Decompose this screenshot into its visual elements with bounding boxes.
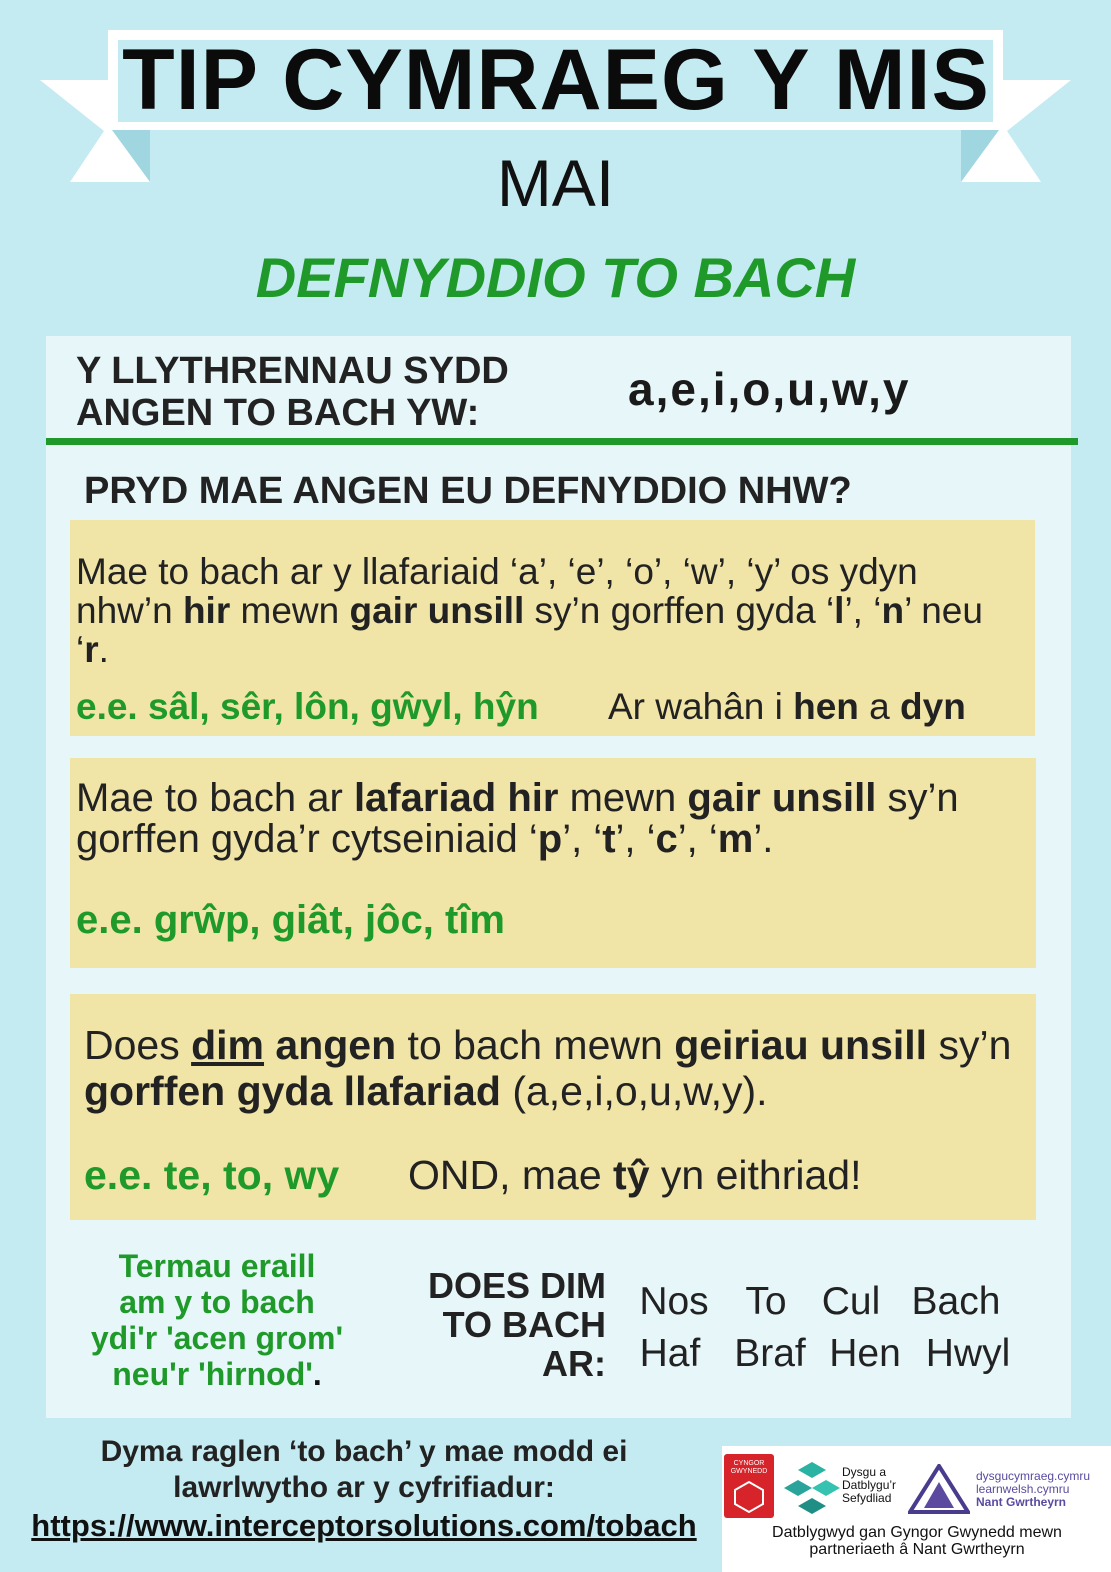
no-accent-label-line: TO BACH bbox=[442, 1304, 606, 1345]
gwynedd-logo-text: GWYNEDD bbox=[730, 1468, 768, 1475]
rule-2-bold: t bbox=[602, 817, 616, 861]
rule-1-bold: n bbox=[881, 590, 905, 631]
rule-3-bold: geiriau unsill bbox=[674, 1022, 928, 1068]
letters-value: a,e,i,o,u,w,y bbox=[628, 363, 911, 415]
other-terms-line: ydi'r 'acen grom' bbox=[90, 1320, 344, 1356]
credit-line: partneriaeth â Nant Gwrtheyrn bbox=[809, 1541, 1025, 1558]
rule-2-part: Mae to bach ar bbox=[76, 776, 354, 820]
dysgu-text-line: Datblygu’r bbox=[842, 1478, 897, 1492]
exception-text: a bbox=[858, 686, 901, 727]
rule-2-part: mewn bbox=[558, 776, 688, 820]
rule-2-bold: gair unsill bbox=[687, 776, 877, 820]
no-accent-label bbox=[404, 1266, 606, 1383]
rule-2-part: ’, ‘ bbox=[615, 817, 656, 861]
rule-3-part: (a,e,i,o,u,w,y). bbox=[500, 1068, 768, 1114]
credit-line: Datblygwyd gan Gyngor Gwynedd mewn bbox=[772, 1524, 1062, 1541]
rule-2-part: sy’n gorffen gyda’r cytseiniaid ‘ bbox=[76, 776, 959, 861]
exception-word: hen bbox=[793, 686, 859, 727]
rule-1-part: Mae to bach ar y llafariaid ‘a’, ‘e’, ‘o’, ‘w’, ‘y’ os ydyn nhw’n bbox=[76, 551, 918, 631]
rule-1-bold: hir bbox=[182, 590, 231, 631]
letters-label bbox=[76, 350, 509, 434]
rule-3-part: sy’n bbox=[927, 1022, 1012, 1068]
dysgu-logo-text bbox=[842, 1466, 896, 1505]
rule-1-bold: gair unsill bbox=[349, 590, 525, 631]
rule-2-bold: p bbox=[537, 817, 563, 861]
rule-1-part: ’, ‘ bbox=[844, 590, 882, 631]
month-heading: MAI bbox=[496, 146, 615, 220]
footer-line: lawrlwytho ar y cyfrifiadur: bbox=[173, 1471, 555, 1504]
rule-1-part: ’ neu ‘ bbox=[76, 590, 983, 670]
other-terms-line: Termau eraill bbox=[118, 1248, 316, 1284]
section-question: PRYD MAE ANGEN EU DEFNYDDIO NHW? bbox=[84, 470, 852, 512]
rule-1-bold: l bbox=[834, 590, 845, 631]
dysgu-text-line: Dysgu a bbox=[842, 1465, 887, 1479]
download-link[interactable]: https://www.interceptorsolutions.com/tobach bbox=[31, 1508, 697, 1543]
rule-1-part: mewn bbox=[230, 590, 350, 631]
green-divider bbox=[46, 438, 1078, 445]
site-line: dysgucymraeg.cymru bbox=[976, 1469, 1091, 1483]
no-accent-word: Hwyl bbox=[925, 1332, 1011, 1375]
rule-1-part: sy’n gorffen gyda ‘ bbox=[524, 590, 835, 631]
learn-welsh-logo-text bbox=[976, 1470, 1090, 1509]
other-terms-note bbox=[62, 1248, 372, 1392]
rule-1-exception bbox=[608, 686, 966, 728]
no-accent-label-line: DOES DIM bbox=[427, 1265, 606, 1306]
other-terms-period: . bbox=[312, 1356, 322, 1392]
topic-subtitle: DEFNYDDIO TO BACH bbox=[255, 246, 856, 309]
gwynedd-logo-text: CYNGOR bbox=[733, 1460, 765, 1467]
page-title: TIP CYMRAEG Y MIS bbox=[122, 32, 990, 128]
partnership-credit bbox=[728, 1524, 1106, 1558]
rule-3-exception bbox=[408, 1152, 861, 1199]
rule-3-underlined: dim bbox=[191, 1022, 265, 1068]
other-terms-line: am y to bach bbox=[119, 1284, 315, 1320]
other-terms-text: neu'r 'hirnod' bbox=[112, 1356, 313, 1392]
no-accent-word: Haf bbox=[639, 1332, 701, 1375]
site-line: Nant Gwrtheyrn bbox=[976, 1495, 1067, 1509]
rule-2-part: ’, ‘ bbox=[677, 817, 718, 861]
rule-2-bold: c bbox=[655, 817, 678, 861]
nant-gwrtheyrn-logo-icon bbox=[908, 1464, 970, 1514]
other-terms-line bbox=[62, 1356, 372, 1392]
rule-2-bold: lafariad hir bbox=[353, 776, 559, 820]
letters-label-line2: ANGEN TO BACH YW: bbox=[76, 392, 480, 434]
rule-1-example: e.e. sâl, sêr, lôn, gŵyl, hŷn bbox=[76, 686, 539, 727]
rule-2-part: ’, ‘ bbox=[562, 817, 603, 861]
exception-word: dyn bbox=[900, 686, 966, 727]
cubes-logo-icon bbox=[782, 1460, 842, 1520]
rule-1-part: . bbox=[98, 629, 109, 670]
no-accent-word: Bach bbox=[911, 1280, 1001, 1323]
no-accent-word: Nos bbox=[639, 1280, 709, 1323]
no-accent-word: Hen bbox=[829, 1332, 901, 1375]
no-accent-word: Braf bbox=[734, 1332, 806, 1375]
gwynedd-emblem-icon bbox=[732, 1480, 766, 1514]
rule-1-text bbox=[76, 552, 1016, 669]
no-accent-label-line: AR: bbox=[542, 1343, 606, 1384]
rule-2-bold: m bbox=[717, 817, 754, 861]
exception-word: tŷ bbox=[613, 1152, 650, 1198]
footer-line: Dyma raglen ‘to bach’ y mae modd ei bbox=[100, 1435, 628, 1468]
rule-3-text bbox=[84, 1022, 1024, 1114]
rule-3-example: e.e. te, to, wy bbox=[84, 1152, 340, 1198]
no-accent-word: Cul bbox=[821, 1280, 881, 1323]
footer-text bbox=[14, 1434, 714, 1506]
rule-2-part: ’. bbox=[753, 817, 774, 861]
letters-label-line1: Y LLYTHRENNAU SYDD bbox=[76, 350, 509, 392]
gwynedd-logo bbox=[724, 1454, 774, 1518]
rule-3-bold: angen bbox=[264, 1022, 397, 1068]
dysgu-text-line: Sefydliad bbox=[842, 1491, 892, 1505]
rule-3-bold: gorffen gyda llafariad bbox=[84, 1068, 501, 1114]
exception-text: Ar wahân i bbox=[608, 686, 794, 727]
rule-2-example: e.e. grŵp, giât, jôc, tîm bbox=[76, 898, 505, 942]
rule-2-text bbox=[76, 778, 1026, 860]
rule-3-part: to bach mewn bbox=[396, 1022, 675, 1068]
rule-3-part: Does bbox=[84, 1022, 192, 1068]
rule-1-bold: r bbox=[84, 629, 99, 670]
no-accent-word: To bbox=[745, 1280, 787, 1323]
site-line: learnwelsh.cymru bbox=[976, 1482, 1070, 1496]
exception-text: yn eithriad! bbox=[649, 1152, 862, 1198]
exception-text: OND, mae bbox=[408, 1152, 614, 1198]
